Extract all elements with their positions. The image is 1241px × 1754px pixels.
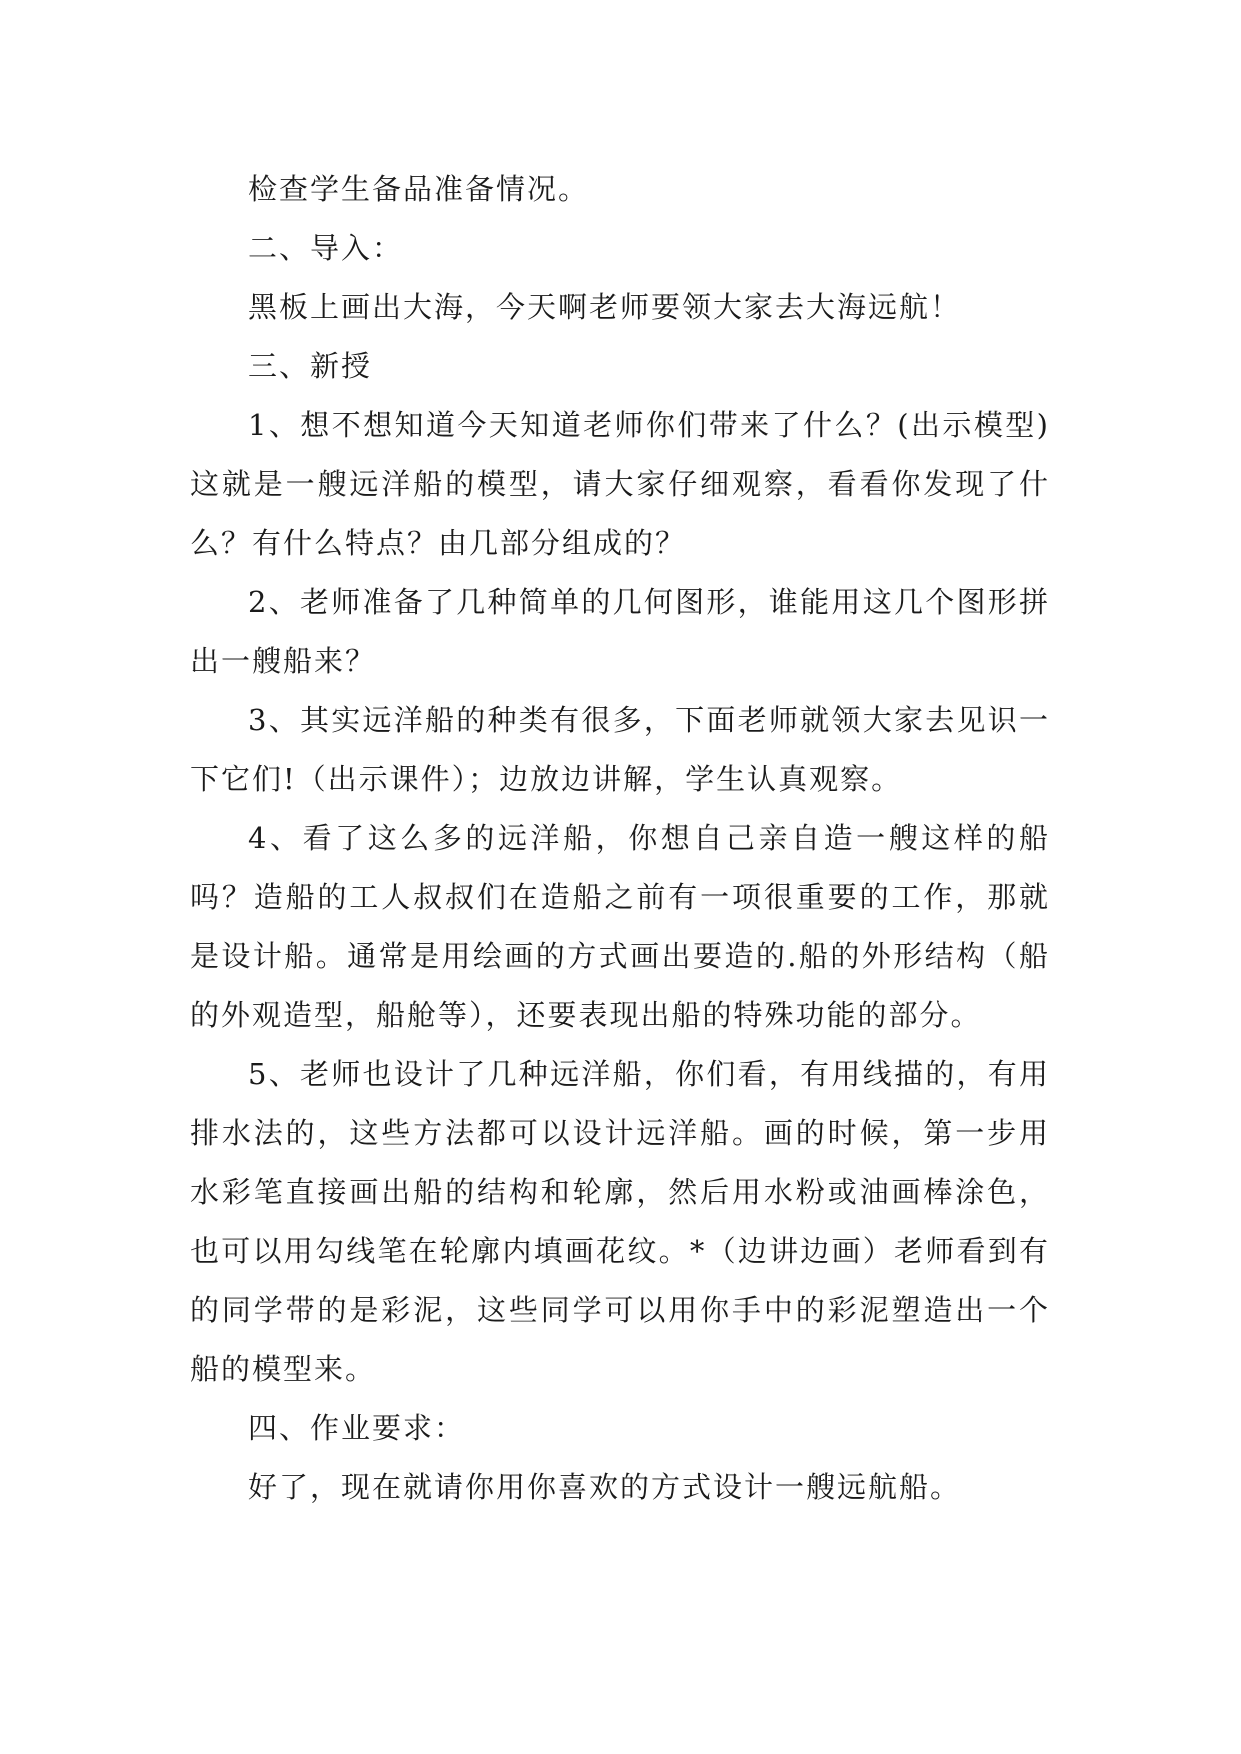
section-heading-introduction: 二、导入：: [248, 231, 404, 265]
document-body: [190, 160, 1050, 1517]
paragraph-step-5: 5、老师也设计了几种远洋船，你们看，有用线描的，有用排水法的，这些方法都可以设计远洋船。画的时候，第一步用水彩笔直接画出船的结构和轮廓，然后用水粉或油画棒涂色，也可以用勾线笔在轮廓内填画花纹。*（边讲边画）老师看到有的同学带的是彩泥，这些同学可以用你手中的彩泥塑造出一个船的模型来。: [190, 1057, 1050, 1386]
paragraph-homework: 好了，现在就请你用你喜欢的方式设计一艘远航船。: [248, 1470, 962, 1504]
paragraph-step-2: 2、老师准备了几种简单的几何图形，谁能用这几个图形拼出一艘船来？: [190, 585, 1050, 678]
paragraph-check-supplies: 检查学生备品准备情况。: [248, 172, 590, 206]
paragraph-step-3: 3、其实远洋船的种类有很多，下面老师就领大家去见识一下它们!（出示课件）；边放边讲解，学生认真观察。: [190, 703, 1050, 796]
section-heading-new-lesson: 三、新授: [248, 349, 373, 383]
paragraph-step-1: 1、想不想知道今天知道老师你们带来了什么？(出示模型)这就是一艘远洋船的模型，请大家仔细观察，看看你发现了什么？有什么特点？由几部分组成的？: [190, 408, 1050, 560]
section-heading-homework: 四、作业要求：: [248, 1411, 466, 1445]
paragraph-introduction: 黑板上画出大海，今天啊老师要领大家去大海远航！: [248, 290, 962, 324]
paragraph-step-4: 4、看了这么多的远洋船，你想自己亲自造一艘这样的船吗？造船的工人叔叔们在造船之前有一项很重要的工作，那就是设计船。通常是用绘画的方式画出要造的.船的外形结构（船的外观造型，船舱等），还要表现出船的特殊功能的部分。: [190, 821, 1050, 1032]
